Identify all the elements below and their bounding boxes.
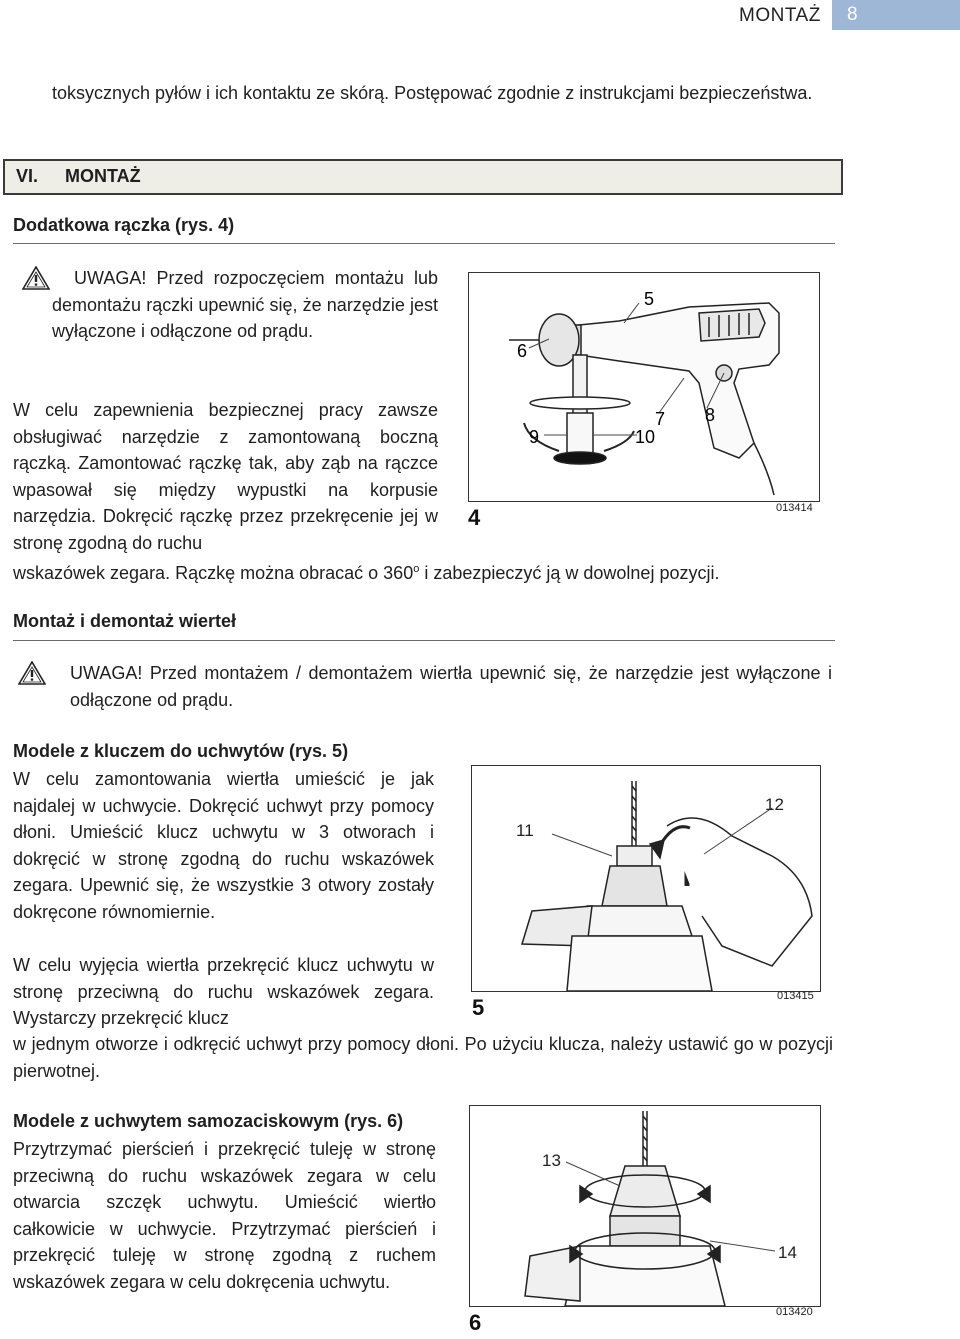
handle-tail-text: wskazówek zegara. Rączkę można obracać o 360 bbox=[13, 563, 414, 583]
figure-6-number: 6 bbox=[469, 1310, 482, 1335]
bits-warning-label: UWAGA! bbox=[70, 663, 143, 683]
drill-side-handle-illustration bbox=[469, 273, 819, 501]
intro-text: toksycznych pyłów i ich kontaktu ze skórą. Postępować zgodnie z instrukcjami bezpieczeństwa. bbox=[52, 83, 813, 103]
figure-5-frame bbox=[471, 765, 821, 992]
page-number: 8 bbox=[847, 4, 858, 25]
header-title: MONTAŻ bbox=[739, 5, 821, 26]
chuck-key-illustration bbox=[472, 766, 820, 991]
section-heading-box bbox=[3, 159, 843, 195]
callout-7: 7 bbox=[655, 409, 666, 429]
handle-tail-text-end: i zabezpieczyć ją w dowolnej pozycji. bbox=[419, 563, 720, 583]
bits-warning bbox=[70, 660, 832, 713]
key-models-paragraph-1: W celu zamontowania wiertła umieścić je jak najdalej w uchwycie. Dokręcić uchwyt przy pomocy dłoni. Umieścić klucz uchwytu w 3 otworach i dokręcić w stronę zgodną do ruchu wskazówek zegara. Upewnić się, że wszystkie 3 otwory zostały dokręcone równomiernie. bbox=[13, 769, 434, 922]
key-models-heading: Modele z kluczem do uchwytów (rys. 5) bbox=[13, 741, 349, 761]
warning-icon bbox=[18, 661, 46, 685]
figure-4-frame bbox=[468, 272, 820, 502]
handle-paragraph: W celu zapewnienia bezpiecznej pracy zawsze obsługiwać narzędzie z zamontowaną boczną rączką. Zamontować rączkę tak, aby ząb na rączce wpasował się między wypustki na korpusie narzędzia. Dokręcić rączkę przez przekręcenie jej w stronę zgodną do ruchu bbox=[13, 400, 438, 553]
figure-6-frame bbox=[469, 1105, 821, 1307]
callout-11: 11 bbox=[516, 821, 534, 840]
section-number: VI. bbox=[16, 166, 39, 186]
handle-warning bbox=[52, 265, 438, 345]
keyless-chuck-illustration bbox=[470, 1106, 820, 1306]
handle-heading: Dodatkowa rączka (rys. 4) bbox=[13, 215, 235, 235]
figure-4-number: 4 bbox=[468, 505, 481, 530]
callout-9: 9 bbox=[529, 427, 540, 447]
callout-13: 13 bbox=[542, 1151, 561, 1170]
key-models-paragraph-2: W celu wyjęcia wiertła przekręcić klucz uchwytu w stronę przeciwną do ruchu wskazówek zegara. Wystarczy przekręcić klucz bbox=[13, 955, 434, 1028]
callout-14: 14 bbox=[778, 1243, 797, 1262]
handle-paragraph-tail bbox=[13, 556, 813, 587]
bits-warning-text: Przed montażem / demontażem wiertła upewnić się, że narzędzie jest wyłączone i odłączone od prądu. bbox=[70, 663, 832, 710]
degree-sup: o bbox=[413, 563, 420, 575]
divider bbox=[13, 640, 835, 641]
handle-warning-text: Przed rozpoczęciem montażu lub demontażu rączki upewnić się, że narzędzie jest wyłączone i odłączone od prądu. bbox=[52, 268, 438, 341]
page-number-badge bbox=[832, 0, 960, 30]
callout-10: 10 bbox=[635, 427, 656, 447]
figure-5-number: 5 bbox=[472, 995, 485, 1020]
callout-12: 12 bbox=[765, 795, 784, 814]
handle-warning-label: UWAGA! bbox=[74, 268, 147, 288]
keyless-models-paragraph: Przytrzymać pierścień i przekręcić tuleję w stronę przeciwną do ruchu wskazówek zegara w celu otwarcia szczęk uchwytu. Umieścić wiertło całkowicie w uchwycie. Przytrzymać pierścień i przekręcić tuleję w stronę zgodną z ruchem wskazówek zegara w celu dokręcenia uchwytu. bbox=[13, 1139, 436, 1292]
figure-6-code: 013420 bbox=[776, 1306, 813, 1318]
warning-icon bbox=[22, 266, 50, 290]
divider bbox=[13, 243, 835, 244]
figure-5-code: 013415 bbox=[777, 990, 814, 1002]
callout-8: 8 bbox=[705, 405, 716, 425]
figure-4-code: 013414 bbox=[776, 502, 813, 514]
section-title: MONTAŻ bbox=[65, 166, 141, 186]
callout-6: 6 bbox=[517, 341, 528, 361]
bits-heading: Montaż i demontaż wierteł bbox=[13, 611, 237, 631]
key-models-paragraph-2-tail: w jednym otworze i odkręcić uchwyt przy pomocy dłoni. Po użyciu klucza, należy ustawić go w pozycji pierwotnej. bbox=[13, 1034, 833, 1081]
keyless-models-heading: Modele z uchwytem samozaciskowym (rys. 6) bbox=[13, 1111, 404, 1131]
callout-5: 5 bbox=[644, 289, 655, 309]
